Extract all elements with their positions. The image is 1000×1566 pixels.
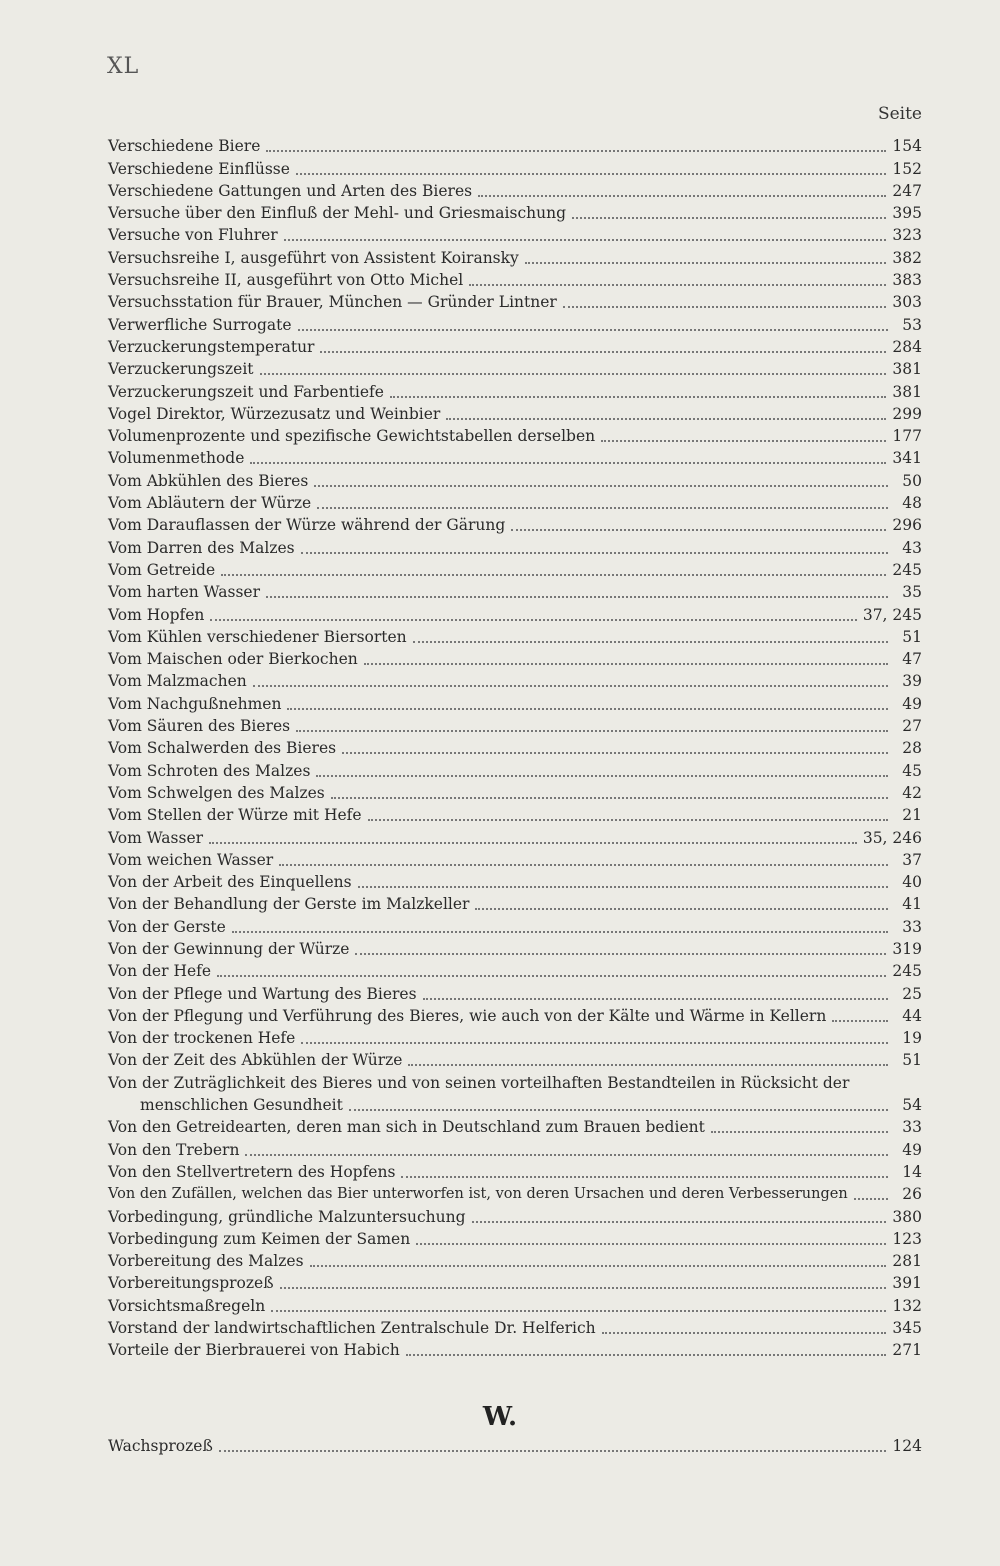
dot-leader xyxy=(563,306,887,308)
entry-page: 21 xyxy=(902,806,922,825)
index-entry-multiline xyxy=(108,1070,922,1115)
dot-leader xyxy=(408,1064,888,1066)
index-entry xyxy=(108,758,922,780)
entry-page: 152 xyxy=(892,159,922,178)
entry-term: Von den Getreidearten, deren man sich in Deutschland zum Brauen bedient xyxy=(108,1118,705,1137)
index-entry xyxy=(108,870,922,892)
dot-leader xyxy=(266,150,886,152)
dot-leader xyxy=(271,1310,886,1312)
dot-leader xyxy=(832,1020,888,1022)
dot-leader xyxy=(368,819,888,821)
entry-term: Vom Abläutern der Würze xyxy=(108,494,312,513)
entry-term: Versuche über den Einfluß der Mehl- und Griesmaischung xyxy=(108,204,566,223)
dot-leader xyxy=(316,775,888,777)
entry-page: 281 xyxy=(892,1252,922,1271)
entry-page: 41 xyxy=(902,895,922,914)
dot-leader xyxy=(342,752,888,754)
index-entry xyxy=(108,937,922,959)
dot-leader xyxy=(423,998,888,1000)
entry-term: Vom weichen Wasser xyxy=(108,850,274,869)
index-entry xyxy=(108,535,922,557)
index-list-v xyxy=(108,134,922,1360)
index-entry xyxy=(108,892,922,914)
dot-leader xyxy=(232,931,888,933)
entry-page: 25 xyxy=(902,984,922,1003)
index-entry xyxy=(108,848,922,870)
dot-leader xyxy=(416,1243,886,1245)
entry-page: 382 xyxy=(892,248,922,267)
dot-leader xyxy=(250,462,886,464)
entry-term: Versuche von Fluhrer xyxy=(108,226,278,245)
entry-page: 42 xyxy=(902,783,922,802)
index-entry xyxy=(108,825,922,847)
entry-page: 35, 246 xyxy=(862,828,922,847)
entry-term: Vorsichtsmaßregeln xyxy=(108,1296,266,1315)
entry-term: Vom Wasser xyxy=(108,828,204,847)
entry-term: Vom Abkühlen des Bieres xyxy=(108,471,309,490)
entry-page: 303 xyxy=(892,293,922,312)
index-entry xyxy=(108,424,922,446)
entry-term: Von der Pflege und Wartung des Bieres xyxy=(108,984,417,1003)
entry-term: Von der Pflegung und Verführung des Bieres, wie auch von der Kälte und Wärme in Kellern xyxy=(108,1006,827,1025)
entry-term: Verzuckerungstemperatur xyxy=(108,337,315,356)
dot-leader xyxy=(475,908,888,910)
entry-term: Vom Getreide xyxy=(108,560,216,579)
entry-term: Vom Schalwerden des Bieres xyxy=(108,739,337,758)
entry-page: 124 xyxy=(892,1437,922,1456)
entry-term: Von den Zufällen, welchen das Bier unterworfen ist, von deren Ursachen und deren Verbesserungen xyxy=(108,1186,848,1203)
entry-page: 132 xyxy=(892,1296,922,1315)
index-entry xyxy=(108,914,922,936)
index-entry xyxy=(108,1115,922,1137)
entry-page: 323 xyxy=(892,226,922,245)
entry-page: 43 xyxy=(902,538,922,557)
entry-term: Vogel Direktor, Würzezusatz und Weinbier xyxy=(108,404,441,423)
entry-term: Vom harten Wasser xyxy=(108,583,260,602)
index-entry xyxy=(108,134,922,156)
entry-page: 48 xyxy=(902,494,922,513)
entry-term: Vom Schwelgen des Malzes xyxy=(108,783,325,802)
index-entry xyxy=(108,1434,922,1456)
entry-page: 49 xyxy=(902,694,922,713)
index-entry xyxy=(108,312,922,334)
entry-page: 395 xyxy=(892,204,922,223)
dot-leader xyxy=(349,1109,888,1111)
index-entry xyxy=(108,290,922,312)
entry-term: Von der Hefe xyxy=(108,962,212,981)
entry-page: 341 xyxy=(892,449,922,468)
dot-leader xyxy=(364,663,888,665)
entry-page: 28 xyxy=(902,739,922,758)
dot-leader xyxy=(221,574,886,576)
index-entry xyxy=(108,245,922,267)
dot-leader xyxy=(209,842,857,844)
entry-term: Verschiedene Gattungen und Arten des Bieres xyxy=(108,181,473,200)
entry-term: Vom Hopfen xyxy=(108,605,205,624)
entry-page: 33 xyxy=(902,917,922,936)
dot-leader xyxy=(711,1131,888,1133)
entry-page: 245 xyxy=(892,560,922,579)
entry-page: 284 xyxy=(892,337,922,356)
index-entry xyxy=(108,335,922,357)
entry-page: 154 xyxy=(892,137,922,156)
index-entry xyxy=(108,402,922,424)
index-group-w xyxy=(108,1434,922,1456)
entry-term: Vorteile der Bierbrauerei von Habich xyxy=(108,1341,400,1360)
dot-leader xyxy=(296,730,888,732)
entry-term: Versuchsstation für Brauer, München — Gründer Lintner xyxy=(108,293,557,312)
dot-leader xyxy=(296,173,886,175)
dot-leader xyxy=(266,596,888,598)
entry-page: 33 xyxy=(902,1118,922,1137)
entry-page: 319 xyxy=(892,939,922,958)
dot-leader xyxy=(446,418,886,420)
index-list-w xyxy=(108,1434,922,1456)
entry-term: Vom Schroten des Malzes xyxy=(108,761,311,780)
index-entry xyxy=(108,647,922,669)
entry-term: Vorbedingung zum Keimen der Samen xyxy=(108,1229,411,1248)
entry-term: Von der Behandlung der Gerste im Malzkeller xyxy=(108,895,470,914)
entry-page: 37 xyxy=(902,850,922,869)
index-entry xyxy=(108,1227,922,1249)
dot-leader xyxy=(511,529,886,531)
dot-leader xyxy=(331,797,888,799)
entry-page: 380 xyxy=(892,1207,922,1226)
dot-leader xyxy=(260,373,887,375)
index-entry xyxy=(108,1182,922,1204)
index-entry xyxy=(108,959,922,981)
entry-page: 26 xyxy=(902,1185,922,1204)
entry-page: 381 xyxy=(892,360,922,379)
entry-term: Vorbereitung des Malzes xyxy=(108,1252,304,1271)
index-entry xyxy=(108,1204,922,1226)
entry-term: Vom Darren des Malzes xyxy=(108,538,295,557)
entry-term: Wachsprozeß xyxy=(108,1437,213,1456)
entry-page: 19 xyxy=(902,1029,922,1048)
index-entry xyxy=(108,379,922,401)
dot-leader xyxy=(601,440,886,442)
dot-leader xyxy=(301,1042,888,1044)
index-group-2 xyxy=(108,1115,922,1360)
entry-page: 296 xyxy=(892,516,922,535)
index-group-1 xyxy=(108,134,922,1070)
index-entry xyxy=(108,558,922,580)
entry-page: 40 xyxy=(902,873,922,892)
dot-leader xyxy=(219,1450,887,1452)
entry-term: Von den Stellvertretern des Hopfens xyxy=(108,1162,396,1181)
entry-term: Versuchsreihe I, ausgeführt von Assistent Koiransky xyxy=(108,248,519,267)
index-entry xyxy=(108,357,922,379)
entry-page: 14 xyxy=(902,1162,922,1181)
entry-page: 39 xyxy=(902,672,922,691)
entry-term: Verschiedene Biere xyxy=(108,137,261,156)
entry-page: 50 xyxy=(902,471,922,490)
entry-page: 27 xyxy=(902,717,922,736)
entry-term: Von den Trebern xyxy=(108,1140,240,1159)
entry-term: Vom Maischen oder Bierkochen xyxy=(108,650,358,669)
entry-page: 45 xyxy=(902,761,922,780)
index-entry xyxy=(108,1160,922,1182)
index-entry xyxy=(108,981,922,1003)
index-entry xyxy=(108,803,922,825)
index-entry xyxy=(108,268,922,290)
index-entry xyxy=(108,736,922,758)
entry-page: 391 xyxy=(892,1274,922,1293)
entry-term: Verzuckerungszeit xyxy=(108,360,254,379)
entry-page: 381 xyxy=(892,382,922,401)
index-entry xyxy=(108,446,922,468)
entry-page: 383 xyxy=(892,271,922,290)
dot-leader xyxy=(320,351,886,353)
entry-page: 37, 245 xyxy=(862,605,922,624)
dot-leader xyxy=(413,641,888,643)
entry-term-line1: Von der Zuträglichkeit des Bieres und von seinen vorteilhaften Bestandteilen in Rücksicht der xyxy=(108,1073,850,1092)
index-entry xyxy=(108,1293,922,1315)
entry-term: Vom Malzmachen xyxy=(108,672,247,691)
dot-leader xyxy=(406,1354,887,1356)
entry-term-block xyxy=(108,1070,894,1115)
dot-leader xyxy=(298,329,888,331)
entry-term: Volumenmethode xyxy=(108,449,245,468)
index-entry xyxy=(108,602,922,624)
index-entry xyxy=(108,781,922,803)
index-entry xyxy=(108,1004,922,1026)
entry-page: 44 xyxy=(902,1006,922,1025)
entry-term: Vorbedingung, gründliche Malzuntersuchung xyxy=(108,1207,466,1226)
dot-leader xyxy=(217,975,886,977)
entry-term: Verwerfliche Surrogate xyxy=(108,315,292,334)
index-entry xyxy=(108,1338,922,1360)
index-entry xyxy=(108,468,922,490)
entry-term: Vorstand der landwirtschaftlichen Zentralschule Dr. Helferich xyxy=(108,1319,596,1338)
index-entry xyxy=(108,1048,922,1070)
entry-page: 123 xyxy=(892,1229,922,1248)
dot-leader xyxy=(390,396,886,398)
section-letter-heading: W. xyxy=(482,1402,518,1432)
entry-page: 345 xyxy=(892,1319,922,1338)
entry-page: 47 xyxy=(902,650,922,669)
dot-leader xyxy=(358,886,888,888)
entry-term: Von der trockenen Hefe xyxy=(108,1029,296,1048)
entry-page: 51 xyxy=(902,1051,922,1070)
index-entry xyxy=(108,513,922,535)
dot-leader xyxy=(284,239,887,241)
dot-leader xyxy=(279,864,888,866)
page-number: XL xyxy=(107,54,140,79)
page-column-header: Seite xyxy=(877,104,922,124)
index-entry xyxy=(108,1137,922,1159)
entry-term-line2: menschlichen Gesundheit xyxy=(140,1096,343,1115)
entry-page: 299 xyxy=(892,404,922,423)
index-entry xyxy=(108,201,922,223)
dot-leader xyxy=(301,552,888,554)
entry-term: Von der Zeit des Abkühlen der Würze xyxy=(108,1051,403,1070)
dot-leader xyxy=(310,1265,887,1267)
index-entry xyxy=(108,580,922,602)
dot-leader xyxy=(210,619,856,621)
entry-term: Von der Gerste xyxy=(108,917,226,936)
entry-term: Vom Nachgußnehmen xyxy=(108,694,282,713)
dot-leader xyxy=(572,217,886,219)
entry-page: 177 xyxy=(892,427,922,446)
entry-term: Verschiedene Einflüsse xyxy=(108,159,290,178)
entry-page: 35 xyxy=(902,583,922,602)
dot-leader xyxy=(314,485,888,487)
index-entry xyxy=(108,1026,922,1048)
entry-term: Verzuckerungszeit und Farbentiefe xyxy=(108,382,384,401)
index-entry xyxy=(108,1271,922,1293)
entry-page: 247 xyxy=(892,181,922,200)
index-entry xyxy=(108,669,922,691)
entry-term-line2-row xyxy=(108,1093,894,1115)
dot-leader xyxy=(602,1332,887,1334)
index-entry xyxy=(108,1249,922,1271)
entry-page: 245 xyxy=(892,962,922,981)
entry-term: Vom Säuren des Bieres xyxy=(108,717,291,736)
index-entry xyxy=(108,714,922,736)
dot-leader xyxy=(317,507,888,509)
dot-leader xyxy=(469,284,886,286)
dot-leader xyxy=(472,1221,887,1223)
entry-term: Vom Darauflassen der Würze während der Gärung xyxy=(108,516,506,535)
index-entry xyxy=(108,156,922,178)
entry-term: Vom Stellen der Würze mit Hefe xyxy=(108,806,362,825)
index-entry xyxy=(108,223,922,245)
index-entry xyxy=(108,1316,922,1338)
index-entry xyxy=(108,691,922,713)
dot-leader xyxy=(854,1198,888,1200)
entry-page: 53 xyxy=(902,315,922,334)
entry-term: Versuchsreihe II, ausgeführt von Otto Michel xyxy=(108,271,464,290)
dot-leader xyxy=(253,685,888,687)
entry-term: Von der Gewinnung der Würze xyxy=(108,939,350,958)
dot-leader xyxy=(355,953,886,955)
entry-term: Volumenprozente und spezifische Gewichtstabellen derselben xyxy=(108,427,596,446)
entry-page: 49 xyxy=(902,1140,922,1159)
index-entry xyxy=(108,491,922,513)
entry-term: Vorbereitungsprozeß xyxy=(108,1274,274,1293)
index-entry xyxy=(108,625,922,647)
index-entry xyxy=(108,179,922,201)
dot-leader xyxy=(287,708,888,710)
entry-term: Von der Arbeit des Einquellens xyxy=(108,873,352,892)
dot-leader xyxy=(478,195,886,197)
entry-page: 54 xyxy=(902,1096,922,1115)
entry-term: Vom Kühlen verschiedener Biersorten xyxy=(108,627,407,646)
dot-leader xyxy=(245,1154,888,1156)
entry-page: 51 xyxy=(902,627,922,646)
dot-leader xyxy=(525,262,887,264)
dot-leader xyxy=(280,1287,887,1289)
dot-leader xyxy=(401,1176,888,1178)
entry-page: 271 xyxy=(892,1341,922,1360)
